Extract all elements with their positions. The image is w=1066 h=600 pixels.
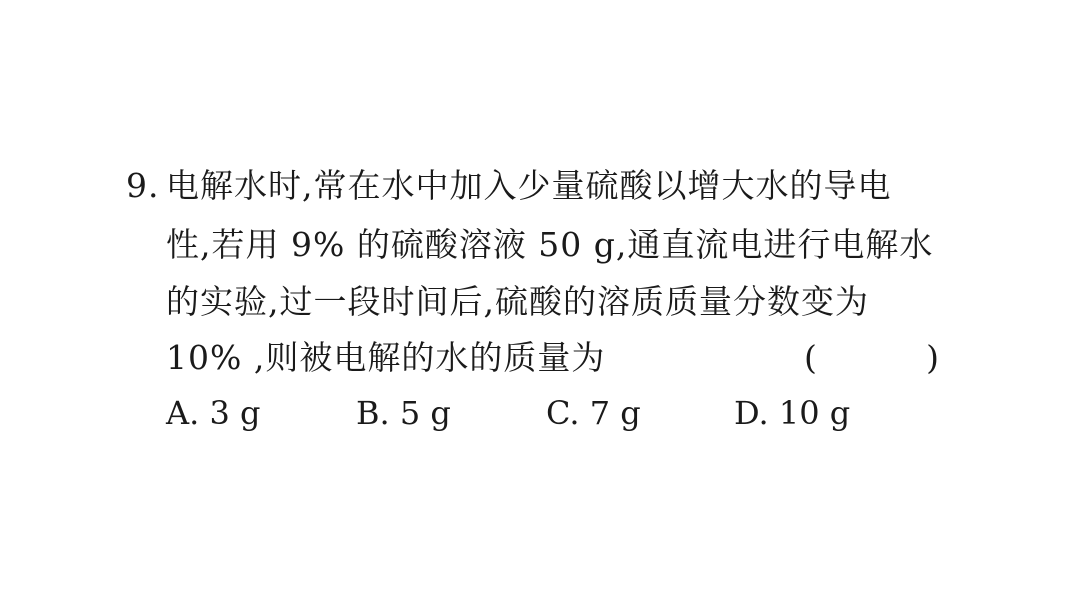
question-line-2: 性,若用 9% 的硫酸溶液 50 g,通直流电进行电解水	[166, 225, 934, 264]
question-line-3: 的实验,过一段时间后,硫酸的溶质质量分数变为	[166, 282, 869, 321]
question-line-1	[126, 166, 892, 206]
option-a[interactable]: A. 3 g	[166, 394, 261, 432]
question-number: 9.	[126, 166, 160, 205]
question-text-1: 电解水时,常在水中加入少量硫酸以增大水的导电	[166, 166, 892, 205]
question-line-4: 10% ,则被电解的水的质量为	[166, 338, 606, 377]
answer-bracket-open: (	[804, 338, 817, 377]
option-c[interactable]: C. 7 g	[546, 394, 641, 432]
option-d[interactable]: D. 10 g	[734, 394, 851, 432]
option-b[interactable]: B. 5 g	[356, 394, 451, 432]
answer-bracket-close: )	[926, 338, 939, 377]
answer-bracket[interactable]	[804, 338, 939, 378]
